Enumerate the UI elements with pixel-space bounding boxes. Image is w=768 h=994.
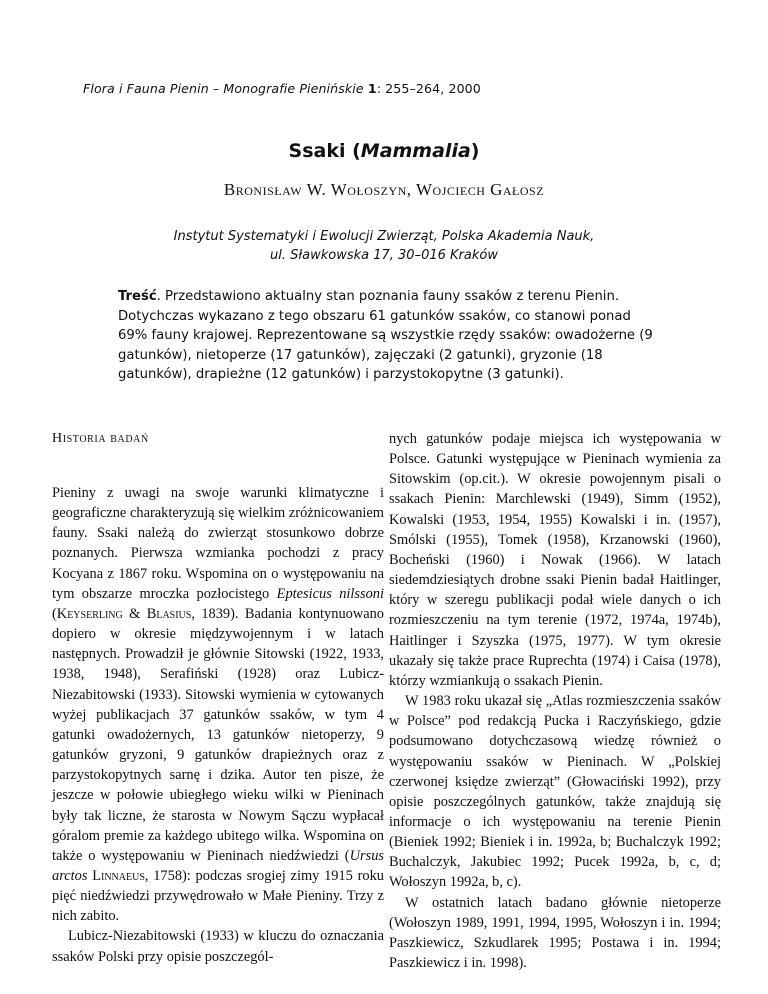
p1-text-a: Pieniny z uwagi na swoje warunki klimatyczne i geograficzne charakteryzują się wielkim zróżnicowaniem fauny. Ssaki należą do zwierząt stosunkowo dobrze poznanych. Pierwsza wzmianka pochodzi z pracy Kocyana z 1867 roku. Wspomina on o występowaniu na tym obszarze mroczka pozłocistego [52,485,384,602]
journal-citation [83,81,481,96]
title-end: ) [470,140,480,162]
p1-species-2: Ursus arctos [52,847,384,884]
p1-species: Eptesicus nilssoni [276,585,385,602]
paragraph-4: W 1983 roku ukazał się „Atlas rozmieszczenia ssaków w Polsce” pod redakcją Pucka i Raczyńskiego, gdzie podsumowano dotychczasową wiedzę również o występowaniu ssaków w Pieninach. W „Polskiej czerwonej księdze zwierząt” (Głowaciński 1992), przy opisie poszczególnych gatunków, także znajdują się informacje o ich występowaniu na terenie Pienin (Bieniek 1992; Bieniek i in. 1992a, b; Buchalczyk 1992; Buchalczyk, Jakubiec 1992; Pucek 1992a, b, c, d; Wołoszyn 1992a, b, c). [389,693,721,891]
journal-title: Flora i Fauna Pienin – Monografie Pienińskie [83,81,364,96]
affiliation-line-1: Instytut Systematyki i Ewolucji Zwierząt, Polska Akademia Nauk, [173,229,595,244]
p1-text-b: ( [52,605,57,622]
p1-authority: Keyserling & Blasius [56,605,192,622]
article-authors: Bronisław W. Wołoszyn, Wojciech Gałosz [223,180,545,199]
p1-text-c: , 1839). Badania kontynuowano dopiero w okresie międzywojennym i w latach następnych. Prowadził je głównie Sitowski (1922, 1933, 1938, 1948), Serafiński (1928) oraz Lubicz-Niezabitowski (1933). Sitowski wymienia w cytowanych wyżej publikacjach 37 gatunków ssaków, w tym 4 gatunki owadożernych, 13 gatunków nietoperzy, 9 gatunków gryzoni, 9 gatunków drapieżnych oraz z parzystokopytnych sarnę i dzika. Autor ten pisze, że jeszcze w połowie ubiegłego wieku wilki w Pieninach były tak liczne, że starosta w Nowym Sączu wypłacał góralom premie za każdego ubitego wilka. Wspomina on także o występowaniu w Pieninach niedźwiedzi ( [52,605,384,864]
abstract [118,287,654,385]
abstract-label: Treść [118,289,157,304]
paragraph-1 [52,483,384,926]
section-heading: Historia badań [52,431,149,446]
p1-authority-2: Linnaeus [92,867,145,884]
right-column [389,429,721,973]
paragraph-2: Lubicz-Niezabitowski (1933) w kluczu do oznaczania ssaków Polski przy opisie poszczegól- [52,928,384,965]
paragraph-3: nych gatunków podaje miejsca ich występowania w Polsce. Gatunki występujące w Pieninach wymienia za Sitowskim (op.cit.). W okresie powojennym pisali o ssakach Pienin: Marchlewski (1949), Simm (1952), Kowalski (1953, 1954, 1955) Kowalski i in. (1957), Smólski (1955), Tomek (1958), Krzanowski (1960), Bocheński (1960) i Nowak (1966). W latach siedemdziesiątych drobne ssaki Pienin badał Haitlinger, który w szeregu publikacji podał wiele danych o ich rozmieszczeniu na tym terenie (1972, 1974a, 1974b), Haitlinger i Szyszka (1975, 1977). W tym okresie ukazały się także prace Ruprechta (1974) i Caisa (1978), którzy wzmiankują o ssakach Pienin. [389,431,721,689]
title-latin: Mammalia [360,140,471,162]
title-main: Ssaki ( [288,140,361,162]
affiliation [0,227,768,265]
paragraph-5: W ostatnich latach badano głównie nietoperze (Wołoszyn 1989, 1991, 1994, 1995, Wołoszyn i in. 1994; Paszkiewicz, Szkudlarek 1995; Postawa i in. 1994; Paszkiewicz i in. 1998). [389,894,721,972]
affiliation-line-2: ul. Sławkowska 17, 30–016 Kraków [270,248,498,263]
left-column [52,429,384,967]
p1-text-e: , 1758): podczas srogiej zimy 1915 roku pięć niedźwiedzi przywędrowało w Małe Pieniny. Trzy z nich zabito. [52,867,384,925]
journal-pages: : 255–264, 2000 [376,81,481,96]
abstract-text: . Przedstawiono aktualny stan poznania fauny ssaków z terenu Pienin. Dotychczas wykazano z tego obszaru 61 gatunków ssaków, co stanowi ponad 69% fauny krajowej. Reprezentowane są wszystkie rzędy ssaków: owadożerne (9 gatunków), nietoperze (17 gatunków), zajęczaki (2 gatunki), gryzonie (18 gatunków), drapieżne (12 gatunków) i parzystokopytne (3 gatunki). [118,289,653,382]
journal-volume: 1 [367,81,377,96]
article-title [0,140,768,162]
